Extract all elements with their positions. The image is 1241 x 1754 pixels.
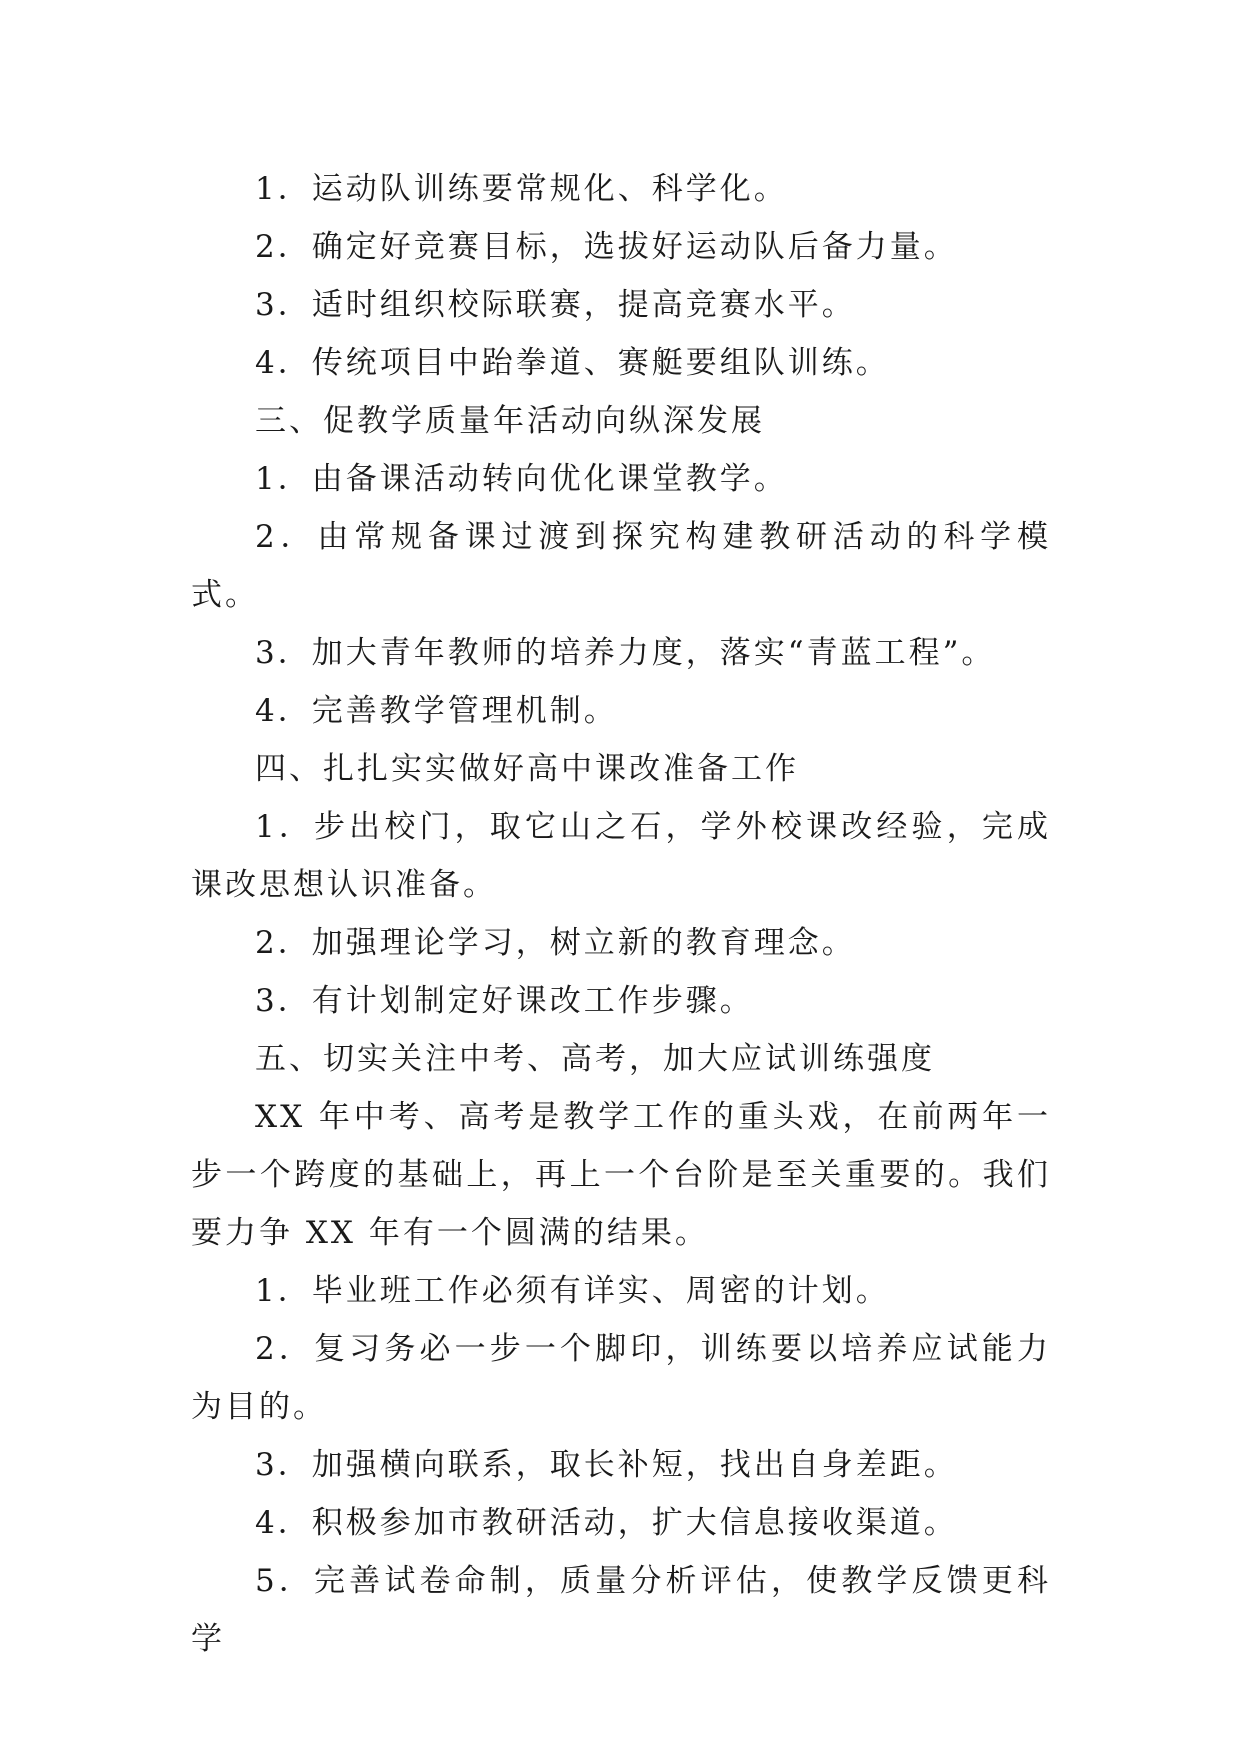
section-heading-4: 四、扎扎实实做好高中课改准备工作 xyxy=(255,751,799,787)
list-item-3-horizontal-links: 3．加强横向联系，取长补短，找出自身差距。 xyxy=(255,1447,958,1483)
list-item-2-review: 2．复习务必一步一个脚印，训练要以培养应试能力为目的。 xyxy=(191,1331,1051,1425)
list-item-3-reform-steps: 3．有计划制定好课改工作步骤。 xyxy=(255,983,754,1019)
list-item-4-city-research: 4．积极参加市教研活动，扩大信息接收渠道。 xyxy=(255,1505,958,1541)
list-item-1-learn-externally: 1．步出校门，取它山之石，学外校课改经验，完成课改思想认识准备。 xyxy=(191,809,1051,903)
list-item-1-sports-training: 1．运动队训练要常规化、科学化。 xyxy=(255,171,788,207)
document-body xyxy=(191,160,1051,1668)
list-item-3-young-teachers: 3．加大青年教师的培养力度，落实“青蓝工程”。 xyxy=(255,635,996,671)
list-item-2-research-model: 2．由常规备课过渡到探究构建教研活动的科学模式。 xyxy=(191,519,1051,613)
list-item-5-test-papers: 5．完善试卷命制，质量分析评估，使教学反馈更科学 xyxy=(191,1563,1051,1657)
list-item-1-lesson-prep: 1．由备课活动转向优化课堂教学。 xyxy=(255,461,788,497)
body-paragraph-exams: XX 年中考、高考是教学工作的重头戏，在前两年一步一个跨度的基础上，再上一个台阶是至关重要的。我们要力争 XX 年有一个圆满的结果。 xyxy=(191,1099,1051,1251)
section-heading-5: 五、切实关注中考、高考，加大应试训练强度 xyxy=(255,1041,935,1077)
list-item-1-graduating-class: 1．毕业班工作必须有详实、周密的计划。 xyxy=(255,1273,890,1309)
list-item-3-interschool-league: 3．适时组织校际联赛，提高竞赛水平。 xyxy=(255,287,856,323)
list-item-2-theory-study: 2．加强理论学习，树立新的教育理念。 xyxy=(255,925,856,961)
list-item-4-traditional-sports: 4．传统项目中跆拳道、赛艇要组队训练。 xyxy=(255,345,890,381)
list-item-2-competition-goals: 2．确定好竞赛目标，选拔好运动队后备力量。 xyxy=(255,229,958,265)
list-item-4-management: 4．完善教学管理机制。 xyxy=(255,693,618,729)
section-heading-3: 三、促教学质量年活动向纵深发展 xyxy=(255,403,765,439)
